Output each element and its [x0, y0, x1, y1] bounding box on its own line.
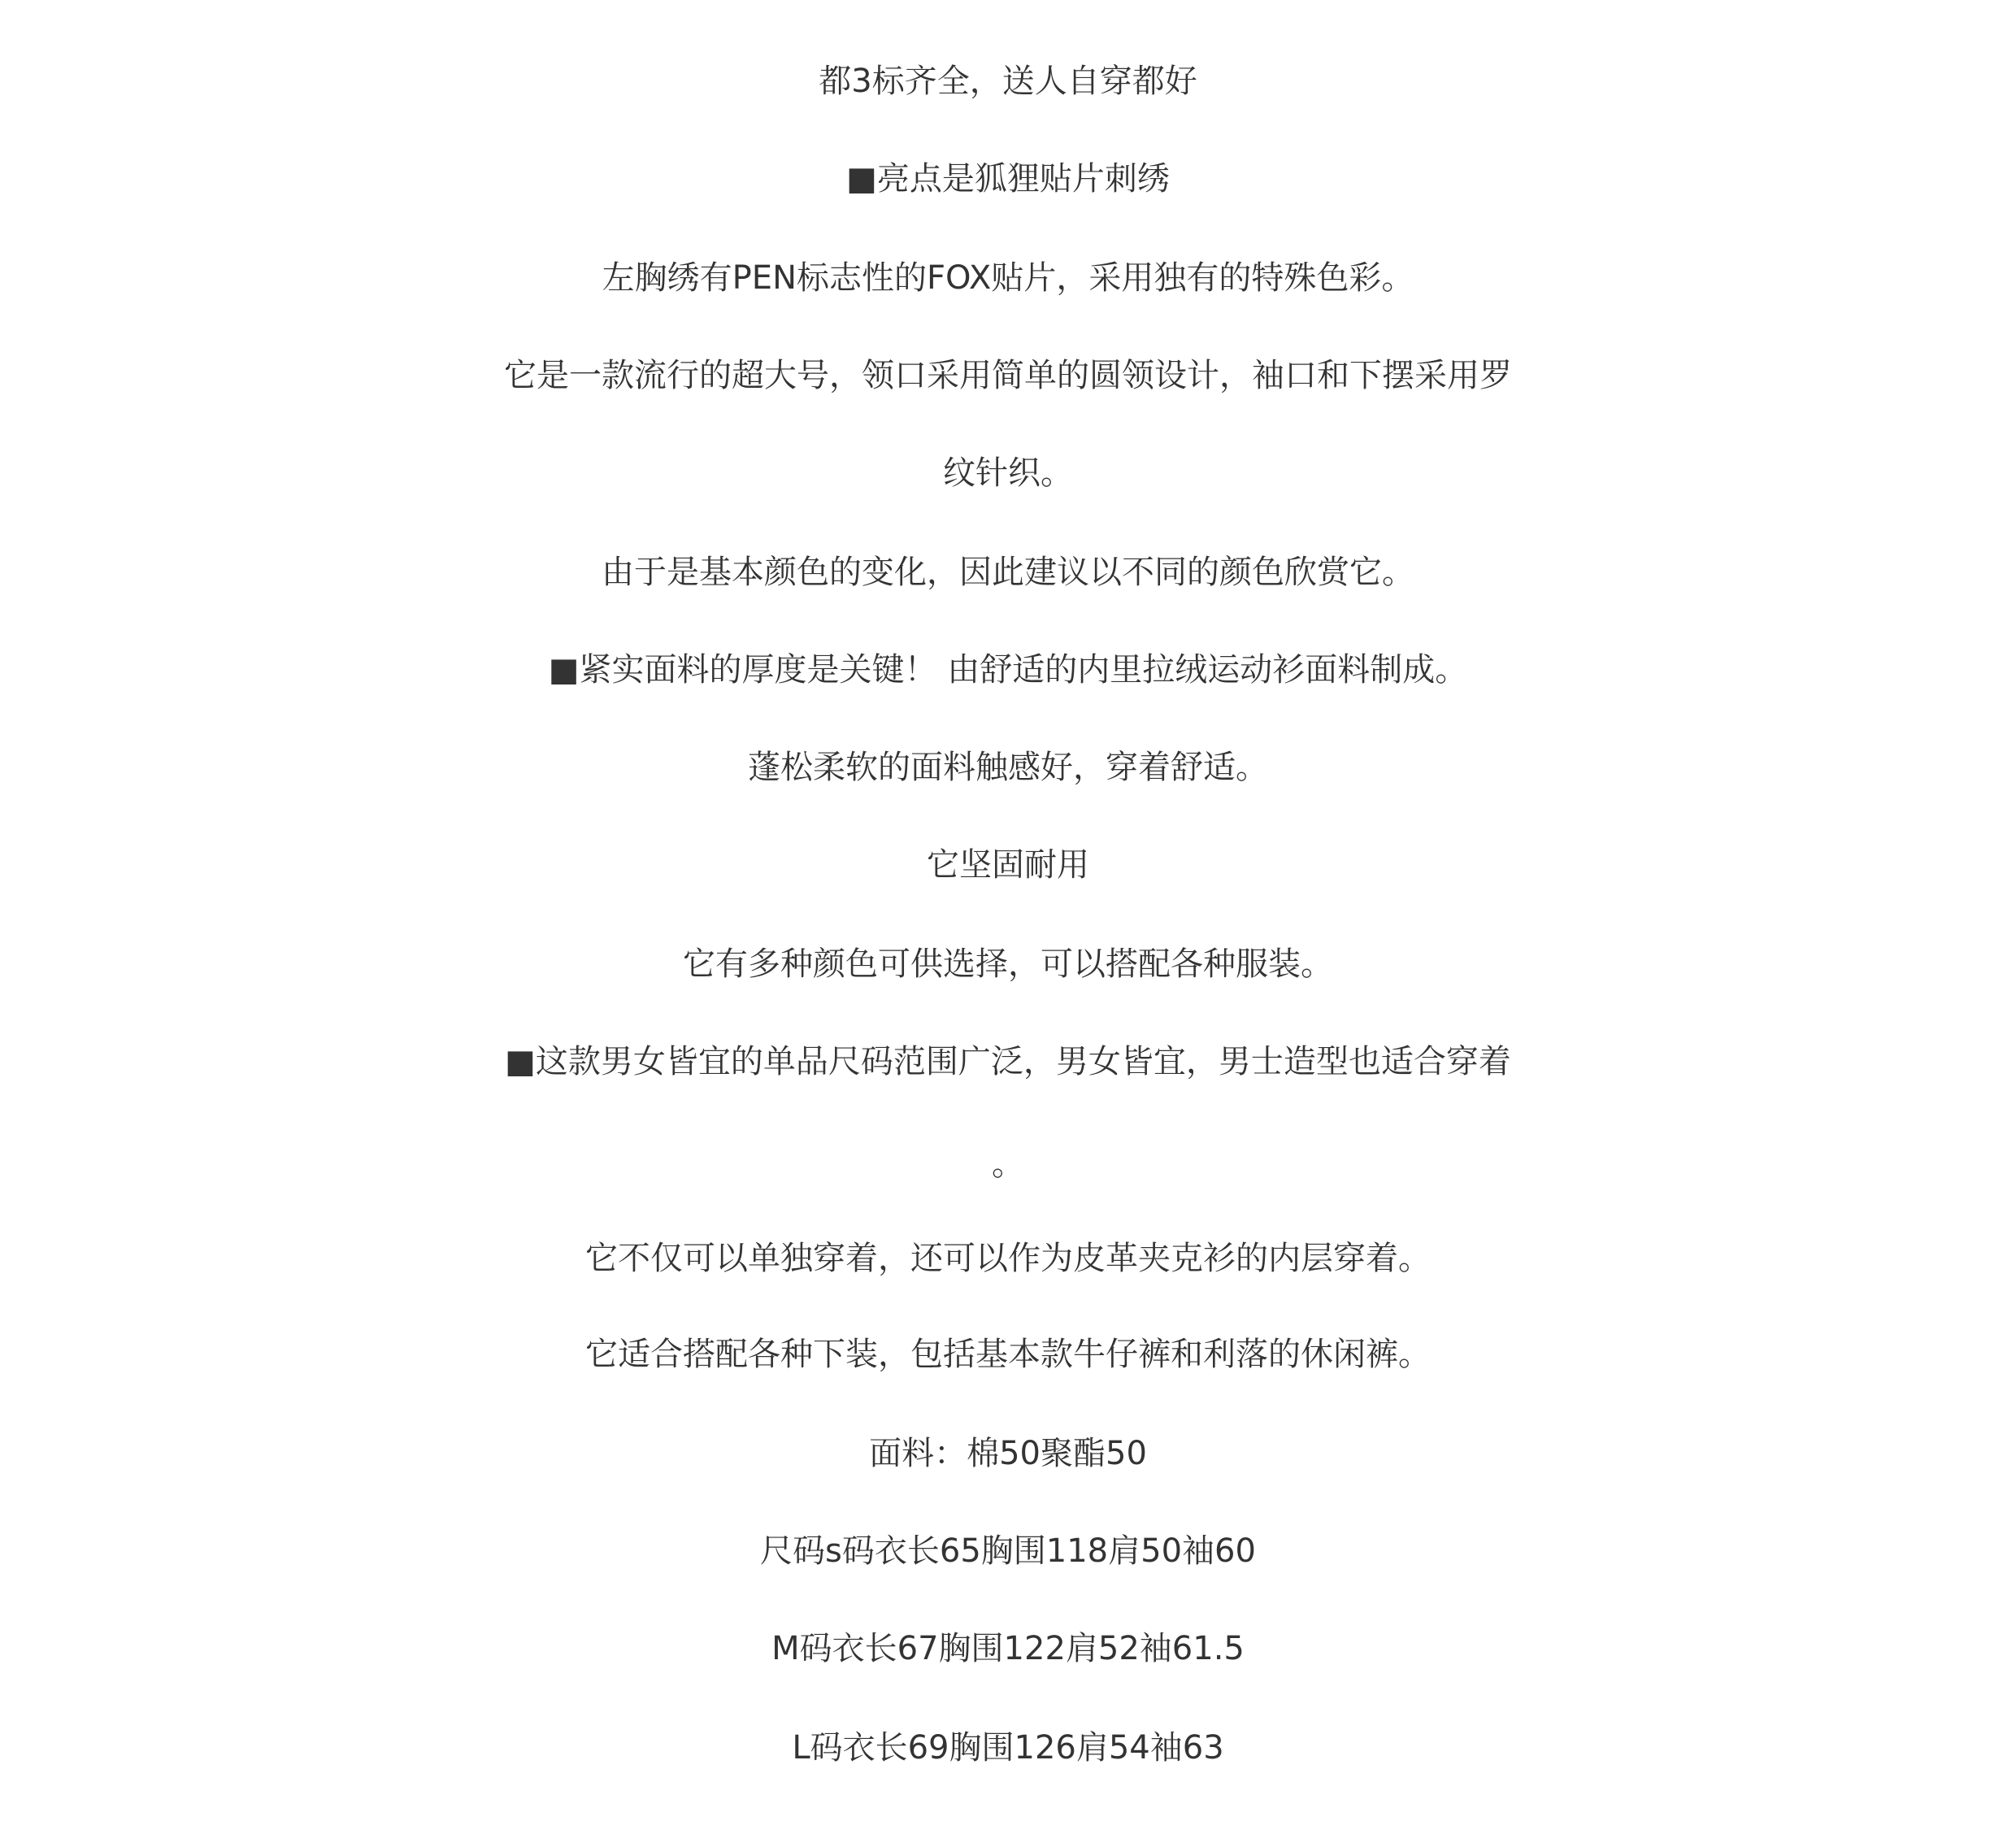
text-line-15: 面料：棉50聚酯50	[869, 1435, 1147, 1472]
text-line-1: 都3标齐全，送人自穿都好	[819, 63, 1197, 100]
text-line-3: 左胸绣有PEN标志性的FOX贴片，采用独有的特殊色彩。	[602, 259, 1414, 297]
text-line-17: M码衣长67胸围122肩52袖61.5	[771, 1630, 1245, 1667]
text-line-8: 蓬松柔软的面料触感好，穿着舒适。	[748, 749, 1268, 786]
text-line-13: 它不仅可以单独穿着，还可以作为皮革夹克衫的内层穿着。	[585, 1240, 1431, 1277]
text-line-11: ■这款男女皆宜的单品尺码范围广泛，男女皆宜，男士造型也适合穿着	[505, 1043, 1511, 1080]
text-line-7: ■紧实面料的厚度是关键！ 由舒适的内里拉绒运动衫面料制成。	[548, 651, 1468, 689]
text-line-4: 它是一款流行的超大号，领口采用简单的圆领设计，袖口和下摆采用罗	[504, 357, 1512, 394]
text-line-16: 尺码s码衣长65胸围118肩50袖60	[760, 1532, 1256, 1570]
text-line-9: 它坚固耐用	[927, 846, 1089, 884]
text-line-2: ■亮点是狐狸贴片刺绣	[846, 160, 1170, 198]
text-line-10: 它有多种颜色可供选择，可以搭配各种服装。	[683, 945, 1333, 983]
text-line-6: 由于是基本颜色的变化，因此建议以不同的颜色欣赏它。	[602, 554, 1414, 591]
text-line-12: 。	[992, 1145, 1024, 1183]
text-line-14: 它适合搭配各种下装，包括基本款牛仔裤和利落的休闲裤。	[585, 1336, 1431, 1373]
text-line-5: 纹针织。	[943, 454, 1073, 492]
text-line-18: L码衣长69胸围126肩54袖63	[792, 1729, 1224, 1767]
